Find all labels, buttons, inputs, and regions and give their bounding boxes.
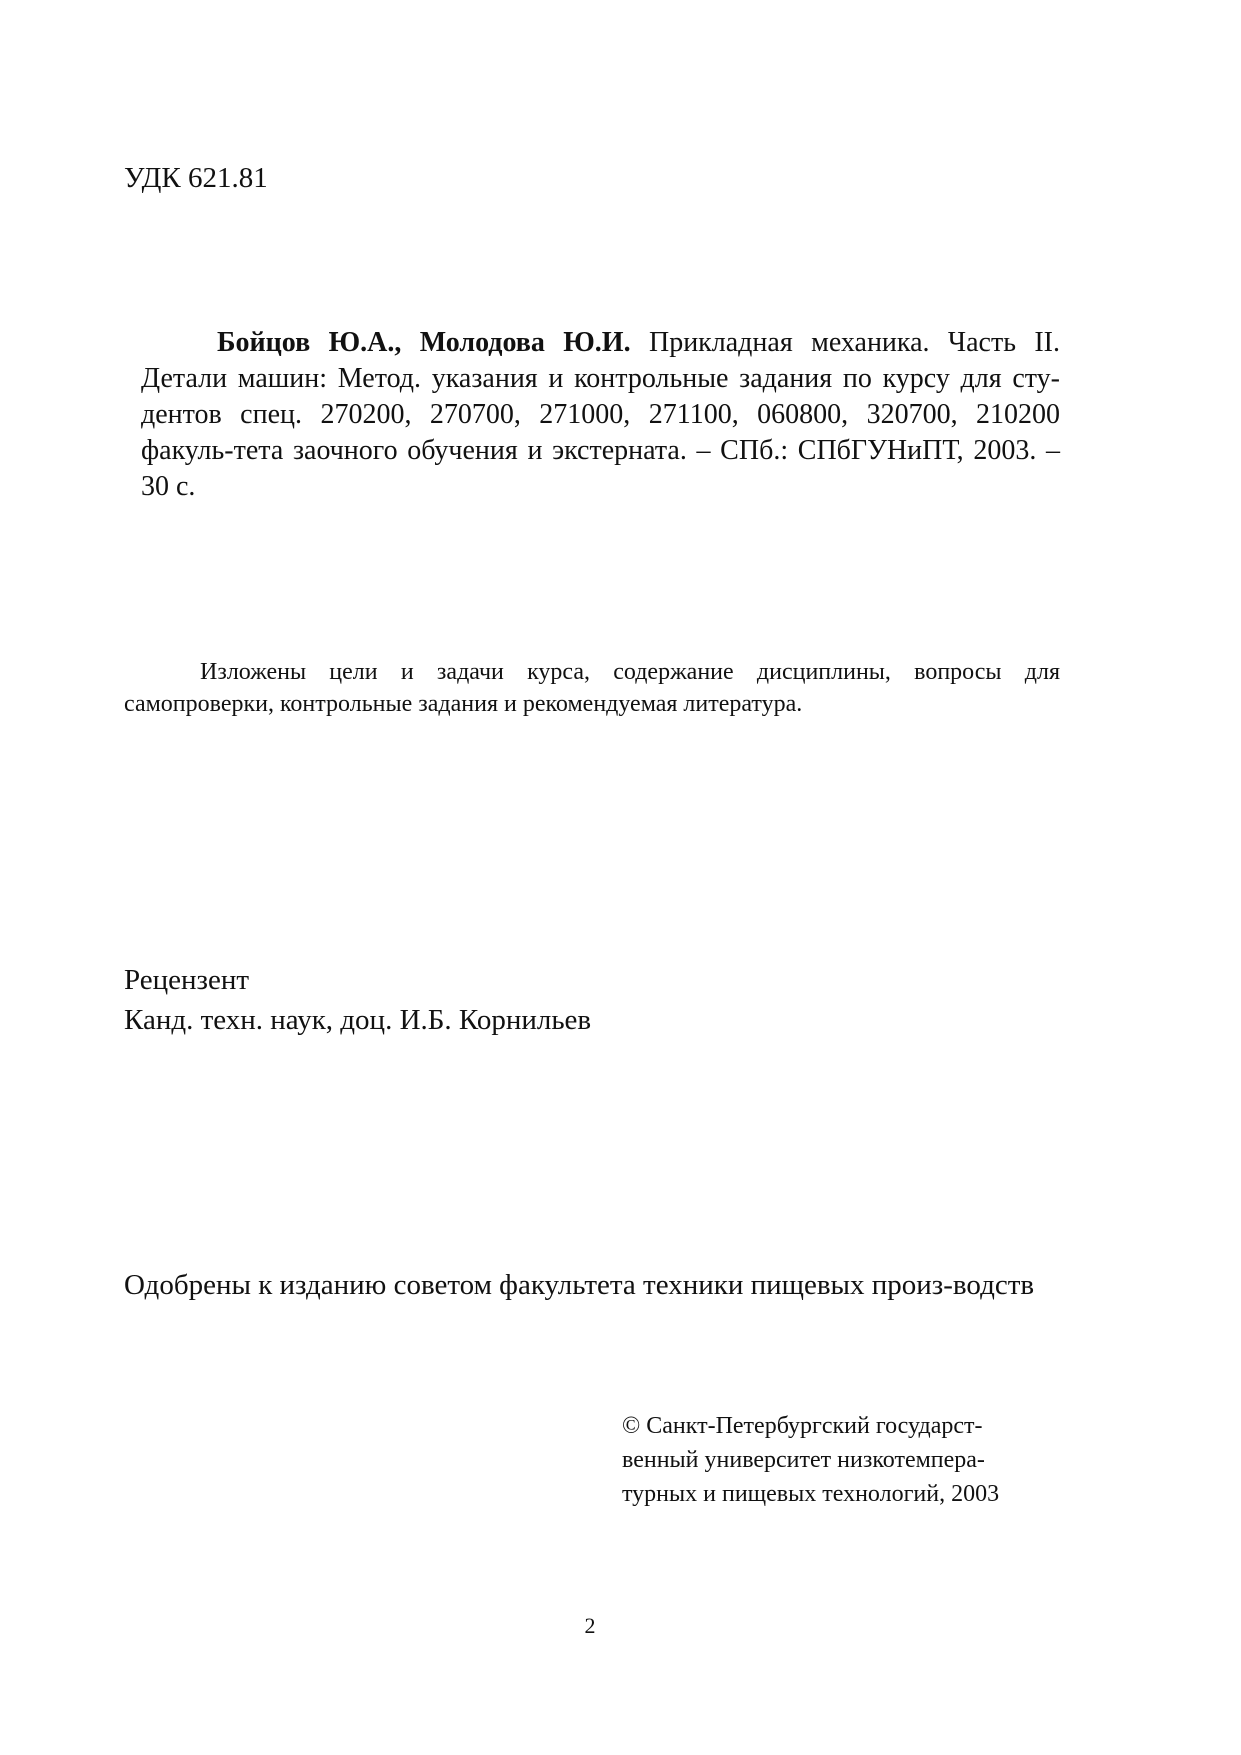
- reviewer-label: Рецензент: [124, 964, 250, 996]
- udk-code: УДК 621.81: [124, 162, 268, 194]
- page-number: 2: [584, 1613, 596, 1638]
- bibliographic-description: Прикладная механика. Часть II. Детали машин: Метод. указания и контрольные задания по курсу для сту-дентов спец. 270200, 270700, 271000, 271100, 060800, 320700, 210200 факуль-тета заочного обучения и экстерната. – СПб.: СПбГУНиПТ, 2003. – 30 с.: [141, 327, 1060, 502]
- abstract-paragraph: Изложены цели и задачи курса, содержание дисциплины, вопросы для самопроверки, контрольные задания и рекомендуемая литература.: [124, 659, 1060, 717]
- copyright-block: [622, 1409, 1062, 1511]
- bibliographic-record: [141, 325, 1060, 505]
- copyright-line-3: турных и пищевых технологий, 2003: [622, 1481, 1000, 1507]
- copyright-line-1: © Санкт-Петербургский государст-: [622, 1413, 983, 1439]
- copyright-line-2: венный университет низкотемпера-: [622, 1447, 985, 1473]
- authors: Бойцов Ю.А., Молодова Ю.И.: [217, 327, 631, 358]
- approval-note: Одобрены к изданию советом факультета техники пищевых произ-водств: [124, 1269, 1035, 1301]
- reviewer-name: Канд. техн. наук, доц. И.Б. Корнильев: [124, 1004, 592, 1036]
